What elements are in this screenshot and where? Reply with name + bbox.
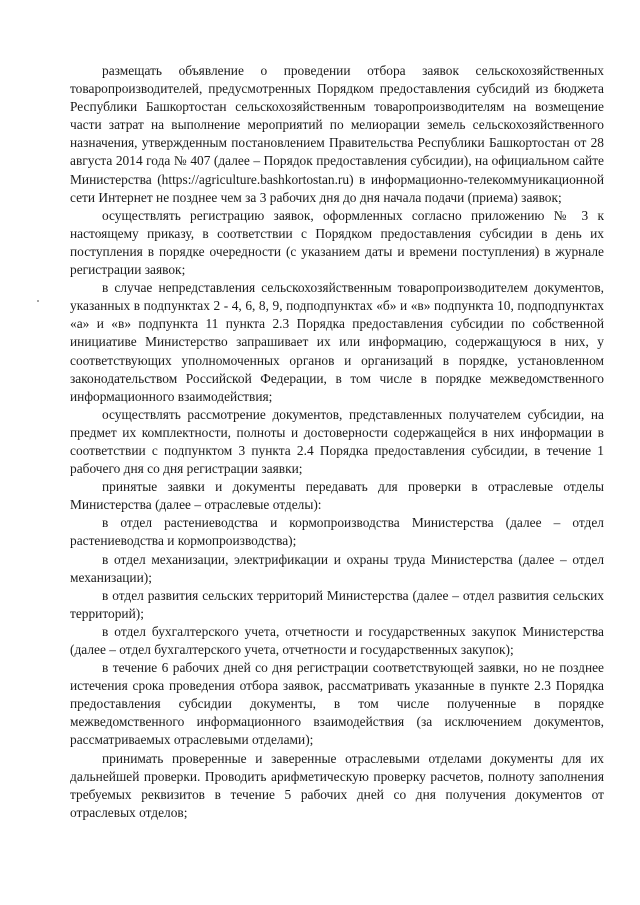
paragraph-arithmetic-check: принимать проверенные и заверенные отраслевыми отделами документы для их дальнейшей проверки. Проводить арифметическую проверку расчетов, полноту заполнения требуемых реквизитов в течение 5 рабочих дней со дня получения документов от отраслевых отделов;	[70, 750, 604, 820]
paragraph-review-documents: осуществлять рассмотрение документов, представленных получателем субсидии, на предмет их комплектности, полноты и достоверности содержащейся в них информации в соответствии с подпунктом 3 пункта 2.4 Порядка предоставления субсидии, в течение 1 рабочего дня со дня регистрации заявки;	[70, 406, 604, 477]
paragraph-transfer-to-departments: принятые заявки и документы передавать для проверки в отраслевые отделы Министерства (далее – отраслевые отделы):	[70, 479, 604, 513]
paragraph-crop-department: в отдел растениеводства и кормопроизводства Министерства (далее – отдел растениеводства и кормопроизводства);	[70, 515, 604, 549]
scan-speck	[37, 300, 39, 302]
paragraph-rural-development-department: в отдел развития сельских территорий Министерства (далее – отдел развития сельских территорий);	[70, 587, 604, 621]
paragraph-register-applications: осуществлять регистрацию заявок, оформленных согласно приложению № 3 к настоящему приказу, в соответствии с Порядком предоставления субсидии в день их поступления в порядке очередности (с указанием даты и времени поступления) в журнале регистрации заявок;	[70, 207, 604, 278]
document-body	[70, 62, 604, 822]
paragraph-request-documents: в случае непредставления сельскохозяйственным товаропроизводителем документов, указанных в подпунктах 2 - 4, 6, 8, 9, подподпунктах «б» и «в» подпункта 10, подподпунктах «а» и «в» подпункта 11 пункта 2.3 Порядка предоставления субсидии по собственной инициативе Министерство запрашивает их или информацию, содержащуюся в них, у соответствующих уполномоченных органов и организаций в порядке, установленном законодательством Российской Федерации, в том числе в порядке межведомственного информационного взаимодействия;	[70, 280, 604, 404]
paragraph-mechanization-department: в отдел механизации, электрификации и охраны труда Министерства (далее – отдел механизации);	[70, 551, 604, 585]
paragraph-announce-selection: размещать объявление о проведении отбора заявок сельскохозяйственных товаропроизводителей, предусмотренных Порядком предоставления субсидий из бюджета Республики Башкортостан сельскохозяйственным товаропроизводителям на возмещение части затрат на выполнение мероприятий по мелиорации земель сельскохозяйственного назначения, утвержденным постановлением Правительства Республики Башкортостан от 28 августа 2014 года № 407 (далее – Порядок предоставления субсидии), на официальном сайте Министерства (https://agriculture.bashkortostan.ru) в информационно-телекоммуникационной сети Интернет не позднее чем за 3 рабочих дня до дня начала подачи (приема) заявок;	[70, 63, 604, 205]
paragraph-accounting-department: в отдел бухгалтерского учета, отчетности и государственных закупок Министерства (далее – отдел бухгалтерского учета, отчетности и государственных закупок);	[70, 623, 604, 657]
paragraph-six-day-review: в течение 6 рабочих дней со дня регистрации соответствующей заявки, но не позднее истечения срока проведения отбора заявок, рассматривать указанные в пункте 2.3 Порядка предоставления субсидии документы, в том числе полученные в порядке межведомственного информационного взаимодействия (за исключением документов, рассматриваемых отраслевыми отделами);	[70, 660, 604, 748]
